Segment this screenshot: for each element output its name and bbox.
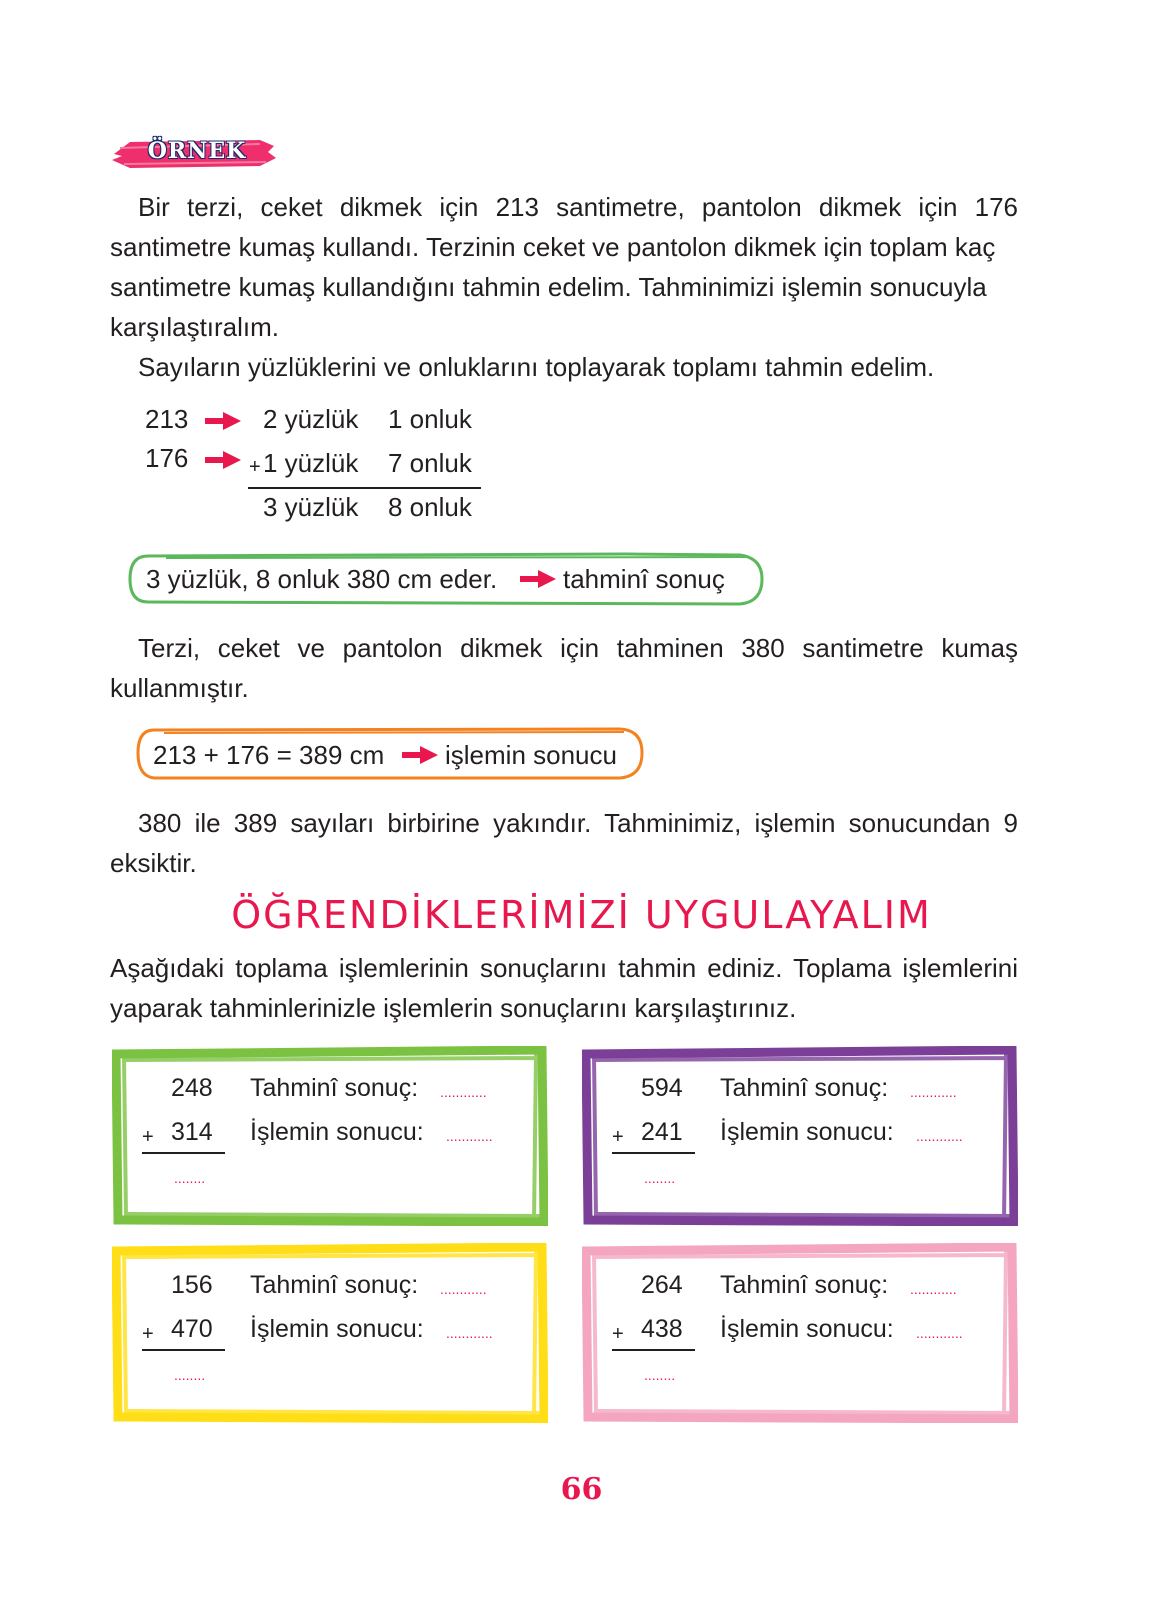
plus-sign: + bbox=[612, 1126, 624, 1148]
arrow-right-icon bbox=[205, 412, 241, 430]
estimate-text: 3 yüzlük, 8 onluk 380 cm eder. bbox=[146, 564, 498, 594]
instructions-line: yaparak tahminlerinizle işlemlerin sonuçlarını karşılaştırınız. bbox=[110, 993, 797, 1023]
conclusion-line: kullanmıştır. bbox=[110, 673, 249, 703]
example-badge-label: ÖRNEK bbox=[147, 138, 247, 164]
page-number: 66 bbox=[560, 1472, 603, 1507]
estimate-blank[interactable]: ............ bbox=[910, 1084, 957, 1100]
estimate-label: Tahminî sonuç: bbox=[720, 1074, 889, 1102]
estimate-label: tahminî sonuç bbox=[563, 564, 725, 594]
problem-line: karşılaştıralım. bbox=[110, 312, 280, 342]
result-label: İşlemin sonucu: bbox=[250, 1118, 424, 1146]
exercise-box bbox=[582, 1046, 1018, 1226]
estimate-label: Tahminî sonuç: bbox=[250, 1074, 419, 1102]
comparison-paragraph bbox=[110, 803, 1018, 883]
estimate-blank[interactable]: ............ bbox=[910, 1281, 957, 1297]
total-hundreds: 3 yüzlük bbox=[263, 492, 359, 522]
exercise-box bbox=[112, 1046, 548, 1226]
arrow-right-icon bbox=[520, 570, 556, 588]
answer-blank[interactable]: ........ bbox=[174, 1170, 206, 1186]
result-label: işlemin sonucu bbox=[445, 740, 617, 770]
addend-b: 470 bbox=[171, 1315, 213, 1343]
instructions-line: Aşağıdaki toplama işlemlerinin sonuçlarını tahmin ediniz. Toplama işlemlerini bbox=[110, 953, 1018, 983]
row1-hundreds: 2 yüzlük bbox=[263, 404, 359, 434]
result-equation: 213 + 176 = 389 cm bbox=[153, 740, 385, 770]
instructions-paragraph bbox=[110, 948, 1018, 1028]
problem-line: santimetre kumaş kullandığını tahmin edelim. Tahminimizi işlemin sonucuyla bbox=[110, 272, 987, 302]
sum-line bbox=[612, 1152, 695, 1154]
answer-blank[interactable]: ........ bbox=[644, 1170, 676, 1186]
estimate-conclusion bbox=[110, 628, 1018, 708]
result-blank[interactable]: ............ bbox=[446, 1325, 493, 1341]
addend-a: 594 bbox=[641, 1074, 683, 1102]
row1-number: 213 bbox=[145, 404, 189, 434]
addend-a: 156 bbox=[171, 1271, 213, 1299]
row1-tens: 1 onluk bbox=[388, 404, 472, 434]
addend-b: 314 bbox=[171, 1118, 213, 1146]
plus-sign: + bbox=[142, 1126, 154, 1148]
addend-b: 241 bbox=[641, 1118, 683, 1146]
plus-sign: + bbox=[249, 456, 261, 478]
answer-blank[interactable]: ........ bbox=[174, 1367, 206, 1383]
comparison-line: eksiktir. bbox=[110, 848, 197, 878]
plus-sign: + bbox=[612, 1323, 624, 1345]
addend-a: 248 bbox=[171, 1074, 213, 1102]
estimate-blank[interactable]: ............ bbox=[440, 1084, 487, 1100]
result-blank[interactable]: ............ bbox=[446, 1128, 493, 1144]
problem-paragraph bbox=[110, 187, 1018, 347]
arrow-right-icon bbox=[402, 746, 438, 764]
estimate-label: Tahminî sonuç: bbox=[720, 1271, 889, 1299]
problem-line: Bir terzi, ceket dikmek için 213 santimetre, pantolon dikmek için 176 bbox=[138, 192, 1018, 222]
section-heading: ÖĞRENDİKLERİMİZİ UYGULAYALIM bbox=[231, 893, 932, 937]
estimate-label: Tahminî sonuç: bbox=[250, 1271, 419, 1299]
total-tens: 8 onluk bbox=[388, 492, 472, 522]
exercise-box bbox=[582, 1243, 1018, 1423]
conclusion-line: Terzi, ceket ve pantolon dikmek için tahminen 380 santimetre kumaş bbox=[138, 633, 1018, 663]
arrow-right-icon bbox=[205, 451, 241, 469]
row2-hundreds: 1 yüzlük bbox=[263, 448, 359, 478]
sum-line bbox=[142, 1152, 225, 1154]
answer-blank[interactable]: ........ bbox=[644, 1367, 676, 1383]
result-blank[interactable]: ............ bbox=[916, 1128, 963, 1144]
sum-line bbox=[142, 1349, 225, 1351]
estimate-box bbox=[126, 550, 766, 608]
result-box bbox=[134, 724, 646, 782]
example-badge bbox=[110, 130, 278, 176]
sum-line bbox=[612, 1349, 695, 1351]
comparison-line: 380 ile 389 sayıları birbirine yakındır. Tahminimiz, işlemin sonucundan 9 bbox=[138, 808, 1018, 838]
problem-line: santimetre kumaş kullandı. Terzinin ceket ve pantolon dikmek için toplam kaç bbox=[110, 232, 996, 262]
sum-line bbox=[248, 487, 481, 489]
result-label: İşlemin sonucu: bbox=[720, 1118, 894, 1146]
addend-b: 438 bbox=[641, 1315, 683, 1343]
result-label: İşlemin sonucu: bbox=[720, 1315, 894, 1343]
estimate-blank[interactable]: ............ bbox=[440, 1281, 487, 1297]
result-label: İşlemin sonucu: bbox=[250, 1315, 424, 1343]
result-blank[interactable]: ............ bbox=[916, 1325, 963, 1341]
plus-sign: + bbox=[142, 1323, 154, 1345]
row2-tens: 7 onluk bbox=[388, 448, 472, 478]
addend-a: 264 bbox=[641, 1271, 683, 1299]
exercise-box bbox=[112, 1243, 548, 1423]
decomposition-table bbox=[145, 400, 495, 530]
method-sentence: Sayıların yüzlüklerini ve onluklarını toplayarak toplamı tahmin edelim. bbox=[138, 352, 935, 382]
row2-number: 176 bbox=[145, 443, 189, 473]
